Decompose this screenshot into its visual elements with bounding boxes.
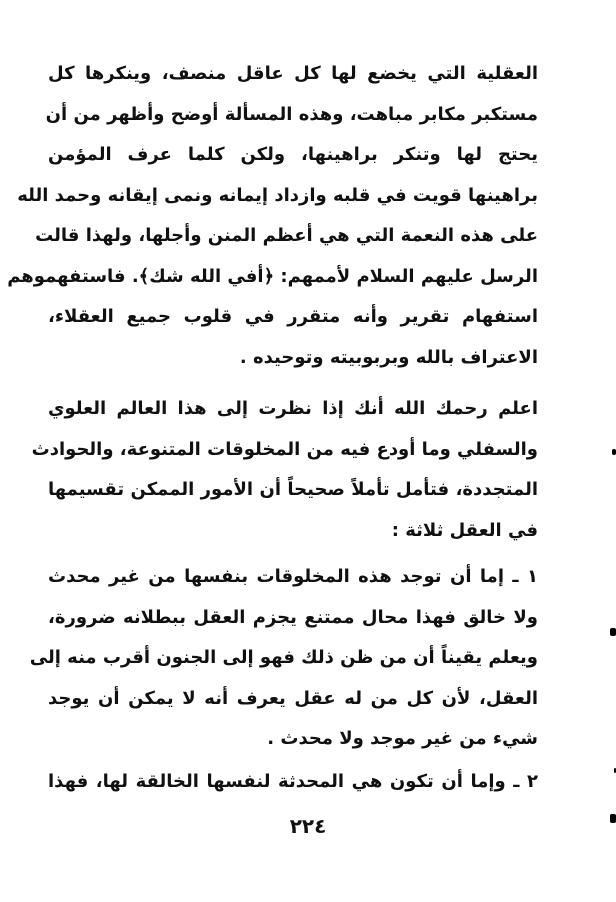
text-line: والسفلي وما أودع فيه من المخلوقات المتنوعة، والحوادث <box>31 438 538 460</box>
text-line: على هذه النعمة التي هي أعظم المنن وأجلها، ولهذا قالت <box>35 225 538 246</box>
text-line: العقلية التي يخضع لها كل عاقل منصف، وينكرها كل <box>48 63 538 84</box>
text-line: مستكبر مكابر مباهت، وهذه المسألة أوضح وأظهر من أن <box>45 103 538 125</box>
text-line: العقل، لأن كل من له عقل يعرف أنه لا يمكن أن يوجد <box>48 687 538 709</box>
text-line: الاعتراف بالله وبربوبيته وتوحيده . <box>239 346 538 368</box>
text-line: براهينها قويت في قلبه وازداد إيمانه ونمى إيقانه وحمد الله <box>17 184 538 206</box>
text-line: استفهام تقرير وأنه متقرر في قلوب جميع العقلاء، <box>48 306 538 327</box>
text-line: في العقل ثلاثة : <box>391 519 538 541</box>
paragraph-2 <box>31 389 538 551</box>
scan-edge-mark <box>610 628 616 636</box>
scan-edge-mark <box>610 814 616 823</box>
text-line: يحتج لها وتنكر براهينها، ولكن كلما عرف المؤمن <box>48 144 538 165</box>
text-line: الرسل عليهم السلام لأممهم: ﴿أفي الله شك﴾. فاستفهموهم <box>7 265 538 287</box>
text-line: المتجددة، فتأمل تأملاً صحيحاً أن الأمور الممكن تقسيمها <box>48 479 538 500</box>
text-line: ولا خالق فهذا محال ممتنع يجزم العقل ببطلانه ضرورة، <box>48 606 538 628</box>
scan-edge-mark <box>612 449 616 455</box>
text-line: شيء من غير موجد ولا محدث . <box>267 728 538 749</box>
text-line: اعلم رحمك الله أنك إذا نظرت إلى هذا العالم العلوي <box>48 398 538 419</box>
paragraph-1 <box>7 54 538 378</box>
text-line: ويعلم يقيناً أن من ظن ذلك فهو إلى الجنون أقرب منه إلى <box>29 647 538 668</box>
paragraph-4 <box>48 762 538 803</box>
page-number: ٢٢٤ <box>289 814 327 838</box>
text-line: ١ ـ إما أن توجد هذه المخلوقات بنفسها من غير محدث <box>48 566 538 587</box>
text-line: ٢ ـ وإما أن تكون هي المحدثة لنفسها الخالقة لها، فهذا <box>48 771 538 792</box>
paragraph-3 <box>29 557 538 760</box>
